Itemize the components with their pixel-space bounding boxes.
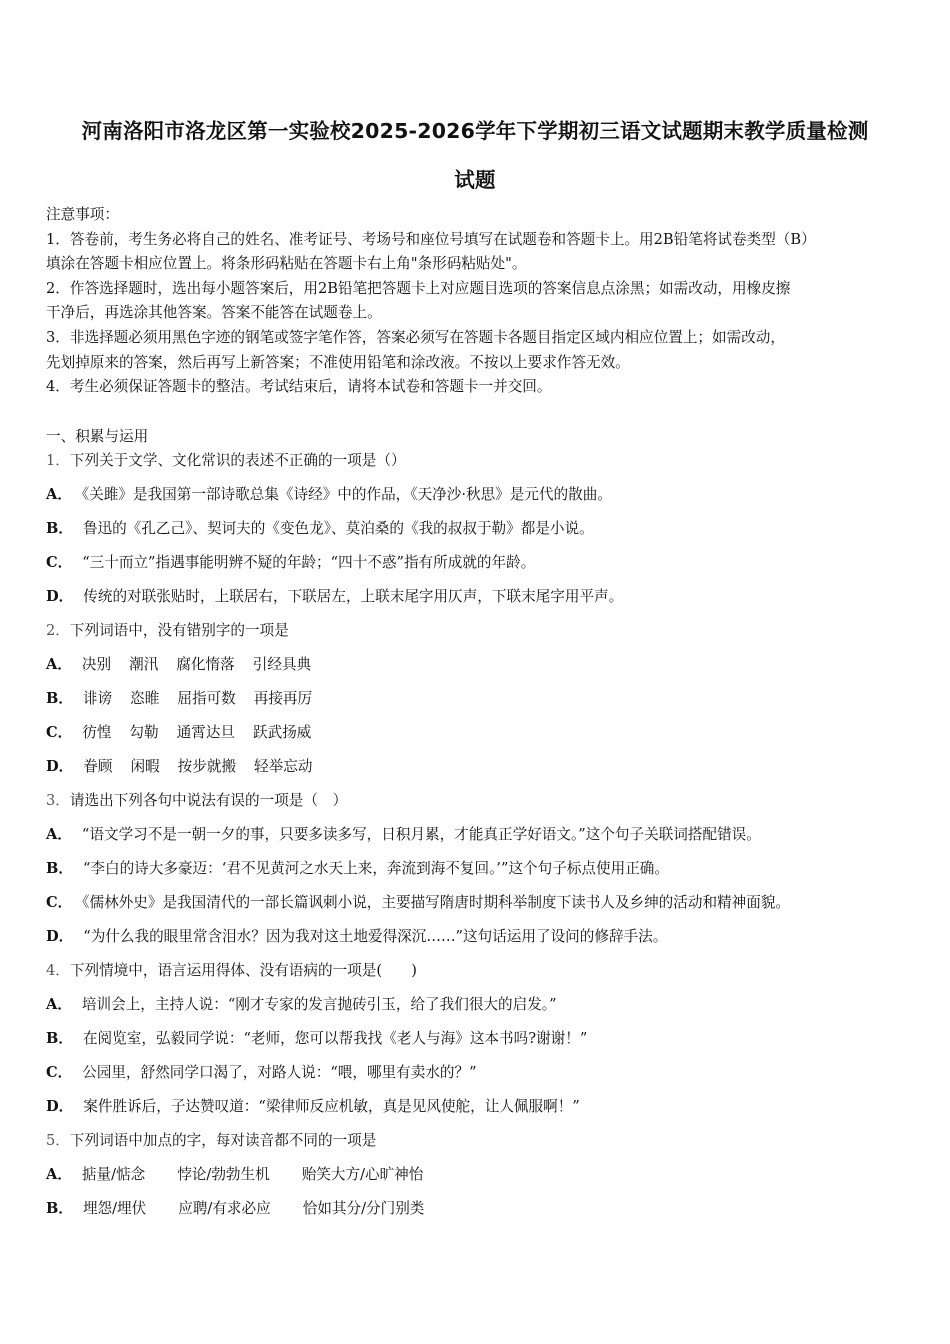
question-4-option-a [46, 990, 926, 1024]
question-1-option-d [46, 582, 926, 616]
exam-title-line1: 河南洛阳市洛龙区第一实验校2025-2026学年下学期初三语文试题期末教学质量检测 [81, 119, 869, 143]
option-word: 屈指可数 [177, 690, 236, 707]
option-word: 按步就搬 [177, 758, 237, 775]
option-text: “语文学习不是一朝一夕的事，只要多读多写，日积月累，才能真正学好语文。”这个句子关联词搭配错误。 [81, 826, 761, 843]
option-word: 引经具典 [252, 656, 312, 673]
option-word: 贻笑大方/心旷神怡 [301, 1166, 424, 1183]
option-letter: A． [46, 826, 72, 843]
question-5-option-a [46, 1160, 926, 1194]
question-text: 下列词语中加点的字，每对读音都不同的一项是 [69, 1132, 377, 1149]
question-text: 下列情境中，语言运用得体、没有语病的一项是( ) [69, 962, 417, 979]
option-word: 诽谤 [82, 690, 113, 707]
question-list [46, 446, 926, 1228]
question-1-option-b [46, 514, 926, 548]
option-word: 彷惶 [82, 724, 112, 741]
option-text: 传统的对联张贴时，上联居右，下联居左，上联末尾字用仄声，下联末尾字用平声。 [83, 588, 624, 605]
option-word: 恰如其分/分门别类 [302, 1200, 425, 1217]
option-text: 在阅览室，弘毅同学说：“老师，您可以帮我找《老人与海》这本书吗?谢谢！” [82, 1030, 588, 1047]
option-letter: C． [46, 724, 73, 741]
option-letter: A． [46, 656, 72, 673]
option-letter: B． [46, 860, 73, 877]
question-4-option-d [46, 1092, 926, 1126]
option-word: 通霄达旦 [176, 724, 236, 741]
option-letter: A． [46, 1166, 72, 1183]
question-text: 下列词语中，没有错别字的一项是 [69, 622, 289, 639]
option-word: 潮汛 [129, 656, 159, 673]
question-text: 请选出下列各句中说法有误的一项是（ ） [69, 792, 348, 809]
instruction-line: 干净后，再选涂其他答案。答案不能答在试题卷上。 [46, 304, 382, 322]
instruction-line: 先划掉原来的答案，然后再写上新答案；不准使用铅笔和涂改液。不按以上要求作答无效。 [46, 353, 630, 371]
option-letter: C． [46, 894, 73, 911]
option-letter: D． [46, 758, 74, 775]
option-text: “为什么我的眼里常含泪水？因为我对这土地爱得深沉……”这句话运用了设问的修辞手法。 [83, 928, 668, 945]
option-letter: A． [46, 996, 72, 1013]
question-4-option-b [46, 1024, 926, 1058]
question-2-option-c [46, 718, 926, 752]
question-3-option-c [46, 888, 926, 922]
option-text: 培训会上，主持人说：“刚才专家的发言抛砖引玉，给了我们很大的启发。” [81, 996, 557, 1013]
option-letter: D． [46, 928, 74, 945]
option-word: 腐化惰落 [176, 656, 235, 673]
question-2-option-a [46, 650, 926, 684]
option-word: 勾勒 [129, 724, 159, 741]
option-word: 再接再厉 [253, 690, 313, 707]
option-letter: A． [46, 486, 72, 503]
option-letter: D． [46, 588, 74, 605]
question-4-stem [46, 956, 926, 990]
option-word: 决别 [81, 656, 112, 673]
instruction-line: 1．答卷前，考生务必将自己的姓名、准考证号、考场号和座位号填写在试题卷和答题卡上。用2B铅笔将试卷类型（B） [46, 230, 816, 248]
question-2-option-b [46, 684, 926, 718]
question-2-stem [46, 616, 926, 650]
option-letter: D． [46, 1098, 74, 1115]
exam-title-line2: 试题 [454, 168, 496, 192]
option-word: 掂量/惦念 [81, 1166, 146, 1183]
instruction-line: 2．作答选择题时，选出每小题答案后，用2B铅笔把答题卡上对应题目选项的答案信息点涂黑；如需改动，用橡皮擦 [46, 279, 791, 297]
option-text: 《儒林外史》是我国清代的一部长篇讽刺小说，主要描写隋唐时期科举制度下读书人及乡绅的活动和精神面貌。 [82, 894, 791, 911]
option-text: “三十而立”指遇事能明辨不疑的年龄；“四十不惑”指有所成就的年龄。 [82, 554, 536, 571]
option-letter: C． [46, 1064, 73, 1081]
question-4-option-c [46, 1058, 926, 1092]
option-text: 案件胜诉后，子达赞叹道：“梁律师反应机敏，真是见风使舵，让人佩服啊！” [83, 1098, 580, 1115]
option-word: 悖论/勃勃生机 [177, 1166, 270, 1183]
question-3-stem [46, 786, 926, 820]
option-letter: B． [46, 1200, 73, 1217]
instructions-block [46, 203, 906, 400]
option-text: 鲁迅的《孔乙己》、契诃夫的《变色龙》、莫泊桑的《我的叔叔于勒》都是小说。 [82, 520, 594, 537]
option-text: 公园里，舒然同学口渴了，对路人说：“喂，哪里有卖水的？” [82, 1064, 477, 1081]
question-5-stem [46, 1126, 926, 1160]
option-word: 埋怨/埋伏 [82, 1200, 147, 1217]
option-word: 闲暇 [130, 758, 160, 775]
option-letter: C． [46, 554, 73, 571]
option-text: “李白的诗大多豪迈：‘君不见黄河之水天上来，奔流到海不复回。’”这个句子标点使用正确。 [82, 860, 669, 877]
option-word: 恣睢 [130, 690, 160, 707]
instruction-line: 3．非选择题必须用黑色字迹的钢笔或签字笔作答，答案必须写在答题卡各题目指定区域内相应位置上；如需改动， [46, 328, 785, 346]
instruction-line: 4．考生必须保证答题卡的整洁。考试结束后，请将本试卷和答题卡一并交回。 [46, 378, 552, 396]
question-3-option-a [46, 820, 926, 854]
question-3-option-d [46, 922, 926, 956]
option-text: 《关雎》是我国第一部诗歌总集《诗经》中的作品，《天净沙·秋思》是元代的散曲。 [81, 486, 612, 503]
section-heading: 一、积累与运用 [46, 428, 149, 445]
question-5-option-b [46, 1194, 926, 1228]
option-word: 轻举忘动 [254, 758, 313, 775]
instruction-line: 填涂在答题卡相应位置上。将条形码粘贴在答题卡右上角"条形码粘贴处"。 [46, 255, 527, 273]
question-number: 4． [46, 962, 70, 979]
question-text: 下列关于文学、文化常识的表述不正确的一项是（） [69, 452, 406, 469]
question-number: 2． [46, 622, 70, 639]
option-letter: B． [46, 690, 73, 707]
option-word: 眷顾 [83, 758, 113, 775]
option-letter: B． [46, 1030, 73, 1047]
question-1-option-a [46, 480, 926, 514]
question-3-option-b [46, 854, 926, 888]
question-number: 1． [46, 452, 70, 469]
question-1-option-c [46, 548, 926, 582]
question-number: 5． [46, 1132, 70, 1149]
option-word: 跃武扬威 [253, 724, 312, 741]
option-letter: B． [46, 520, 73, 537]
option-word: 应聘/有求必应 [178, 1200, 271, 1217]
instructions-heading: 注意事项： [46, 206, 119, 223]
question-number: 3． [46, 792, 70, 809]
question-2-option-d [46, 752, 926, 786]
question-1-stem [46, 446, 926, 480]
